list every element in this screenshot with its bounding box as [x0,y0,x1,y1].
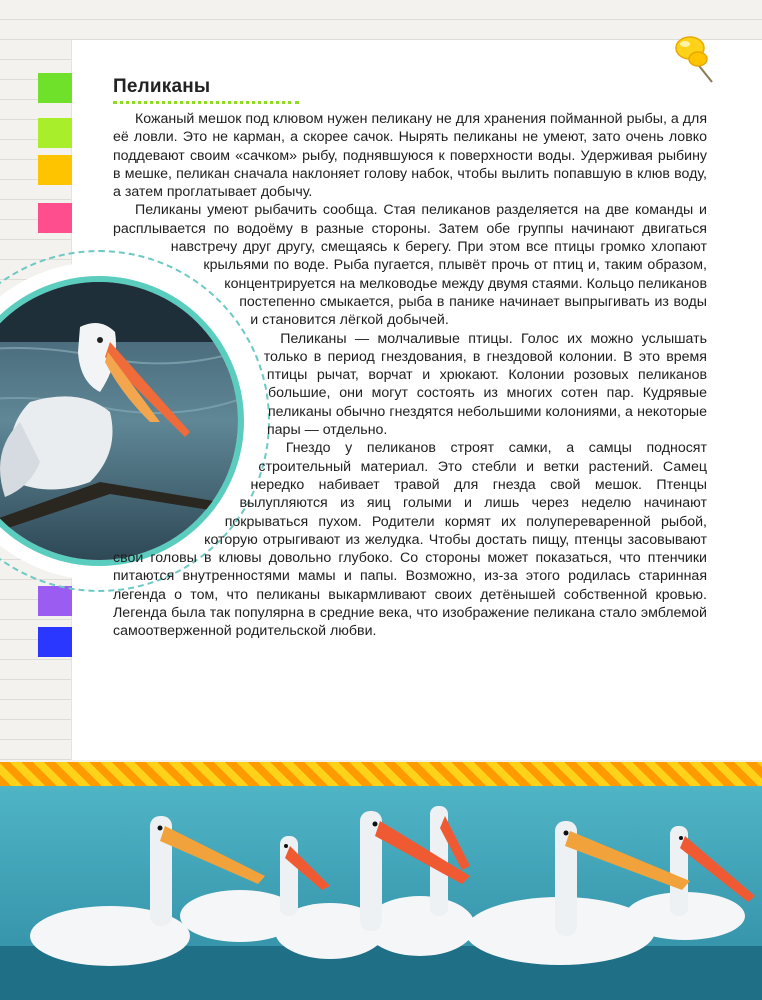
pelican-flock-illustration [0,786,762,1000]
paragraph: Пеликаны — молчаливые птицы. Голос их можно услышать только в период гнездования, в гнездовой колонии. В это время птицы рычат, ворчат и хрюкают. Колонии розовых пеликанов большие, они могут состоять из многих сотен пар. Кудрявые пеликаны обычно гнездятся небольшими колониями, а некоторые пары — отдельно. [263,330,707,439]
paragraph: Кожаный мешок под клювом нужен пеликану не для хранения пойманной рыбы, а для её ловли. Это не карман, а скорее сачок. Нырять пеликаны не умеют, зато очень ловко поддевают своим «сачком» рыбу, поднявшуюся к поверхности воды. Удерживая рыбину в мешке, пеликан сначала наклоняет голову набок, чтобы вылить попавшую в клюв воду, а затем проглатывает добычу. [113,111,707,201]
paragraph: Гнездо у пеликанов строят самки, а самцы подносят строительный материал. Это стебли и ветки растений. Самец нередко набивает травой для гнезда свой мешок. Птенцы вылупляются из яиц голыми и лишь через неделю начинают покрываться пухом. Родители кормят их полупереваренной рыбой, которую отрыгивают из желудка. Чтобы достать пищу, птенцы засовывают свои головы в клювы довольно глубоко. Со стороны может показаться, что птенчики питаются внутренностями мамы и папы. Возможно, из-за этого родилась старинная легенда о том, что пеликаны выкармливают своих детёнышей собственной кровью. Легенда была так популярна в средние века, что изображение пеликана стало эмблемой самоотверженной родительской любви. [113,440,707,640]
article-body [113,110,707,641]
paragraph: Пеликаны умеют рыбачить сообща. Стая пеликанов разделяется на две команды и расплывается по водоёму в разные стороны. Затем обе группы начинают двигаться навстречу друг другу, смещаясь к берегу. При этом все птицы громко хлопают крыльями по воде. Рыба пугается, плывёт прочь от птиц и, таким образом, концентрируется на мелководье между двумя стаями. Кольцо пеликанов постепенно смыкается, рыба в панике начинает выпрыгивать из воды и становится лёгкой добычей. [113,202,707,329]
pelican-flock-photo [0,786,762,1000]
page-title: Пеликаны [113,76,211,97]
bookmark-tab-violet [38,586,72,616]
bookmark-tab-yellow [38,155,72,185]
pushpin-icon [666,32,726,88]
bookmark-tab-pink [38,203,72,233]
bookmark-tab-green [38,73,72,103]
title-underline [113,101,299,104]
bookmark-tab-blue [38,627,72,657]
bookmark-tab-lime [38,118,72,148]
decorative-stripe [0,762,762,786]
